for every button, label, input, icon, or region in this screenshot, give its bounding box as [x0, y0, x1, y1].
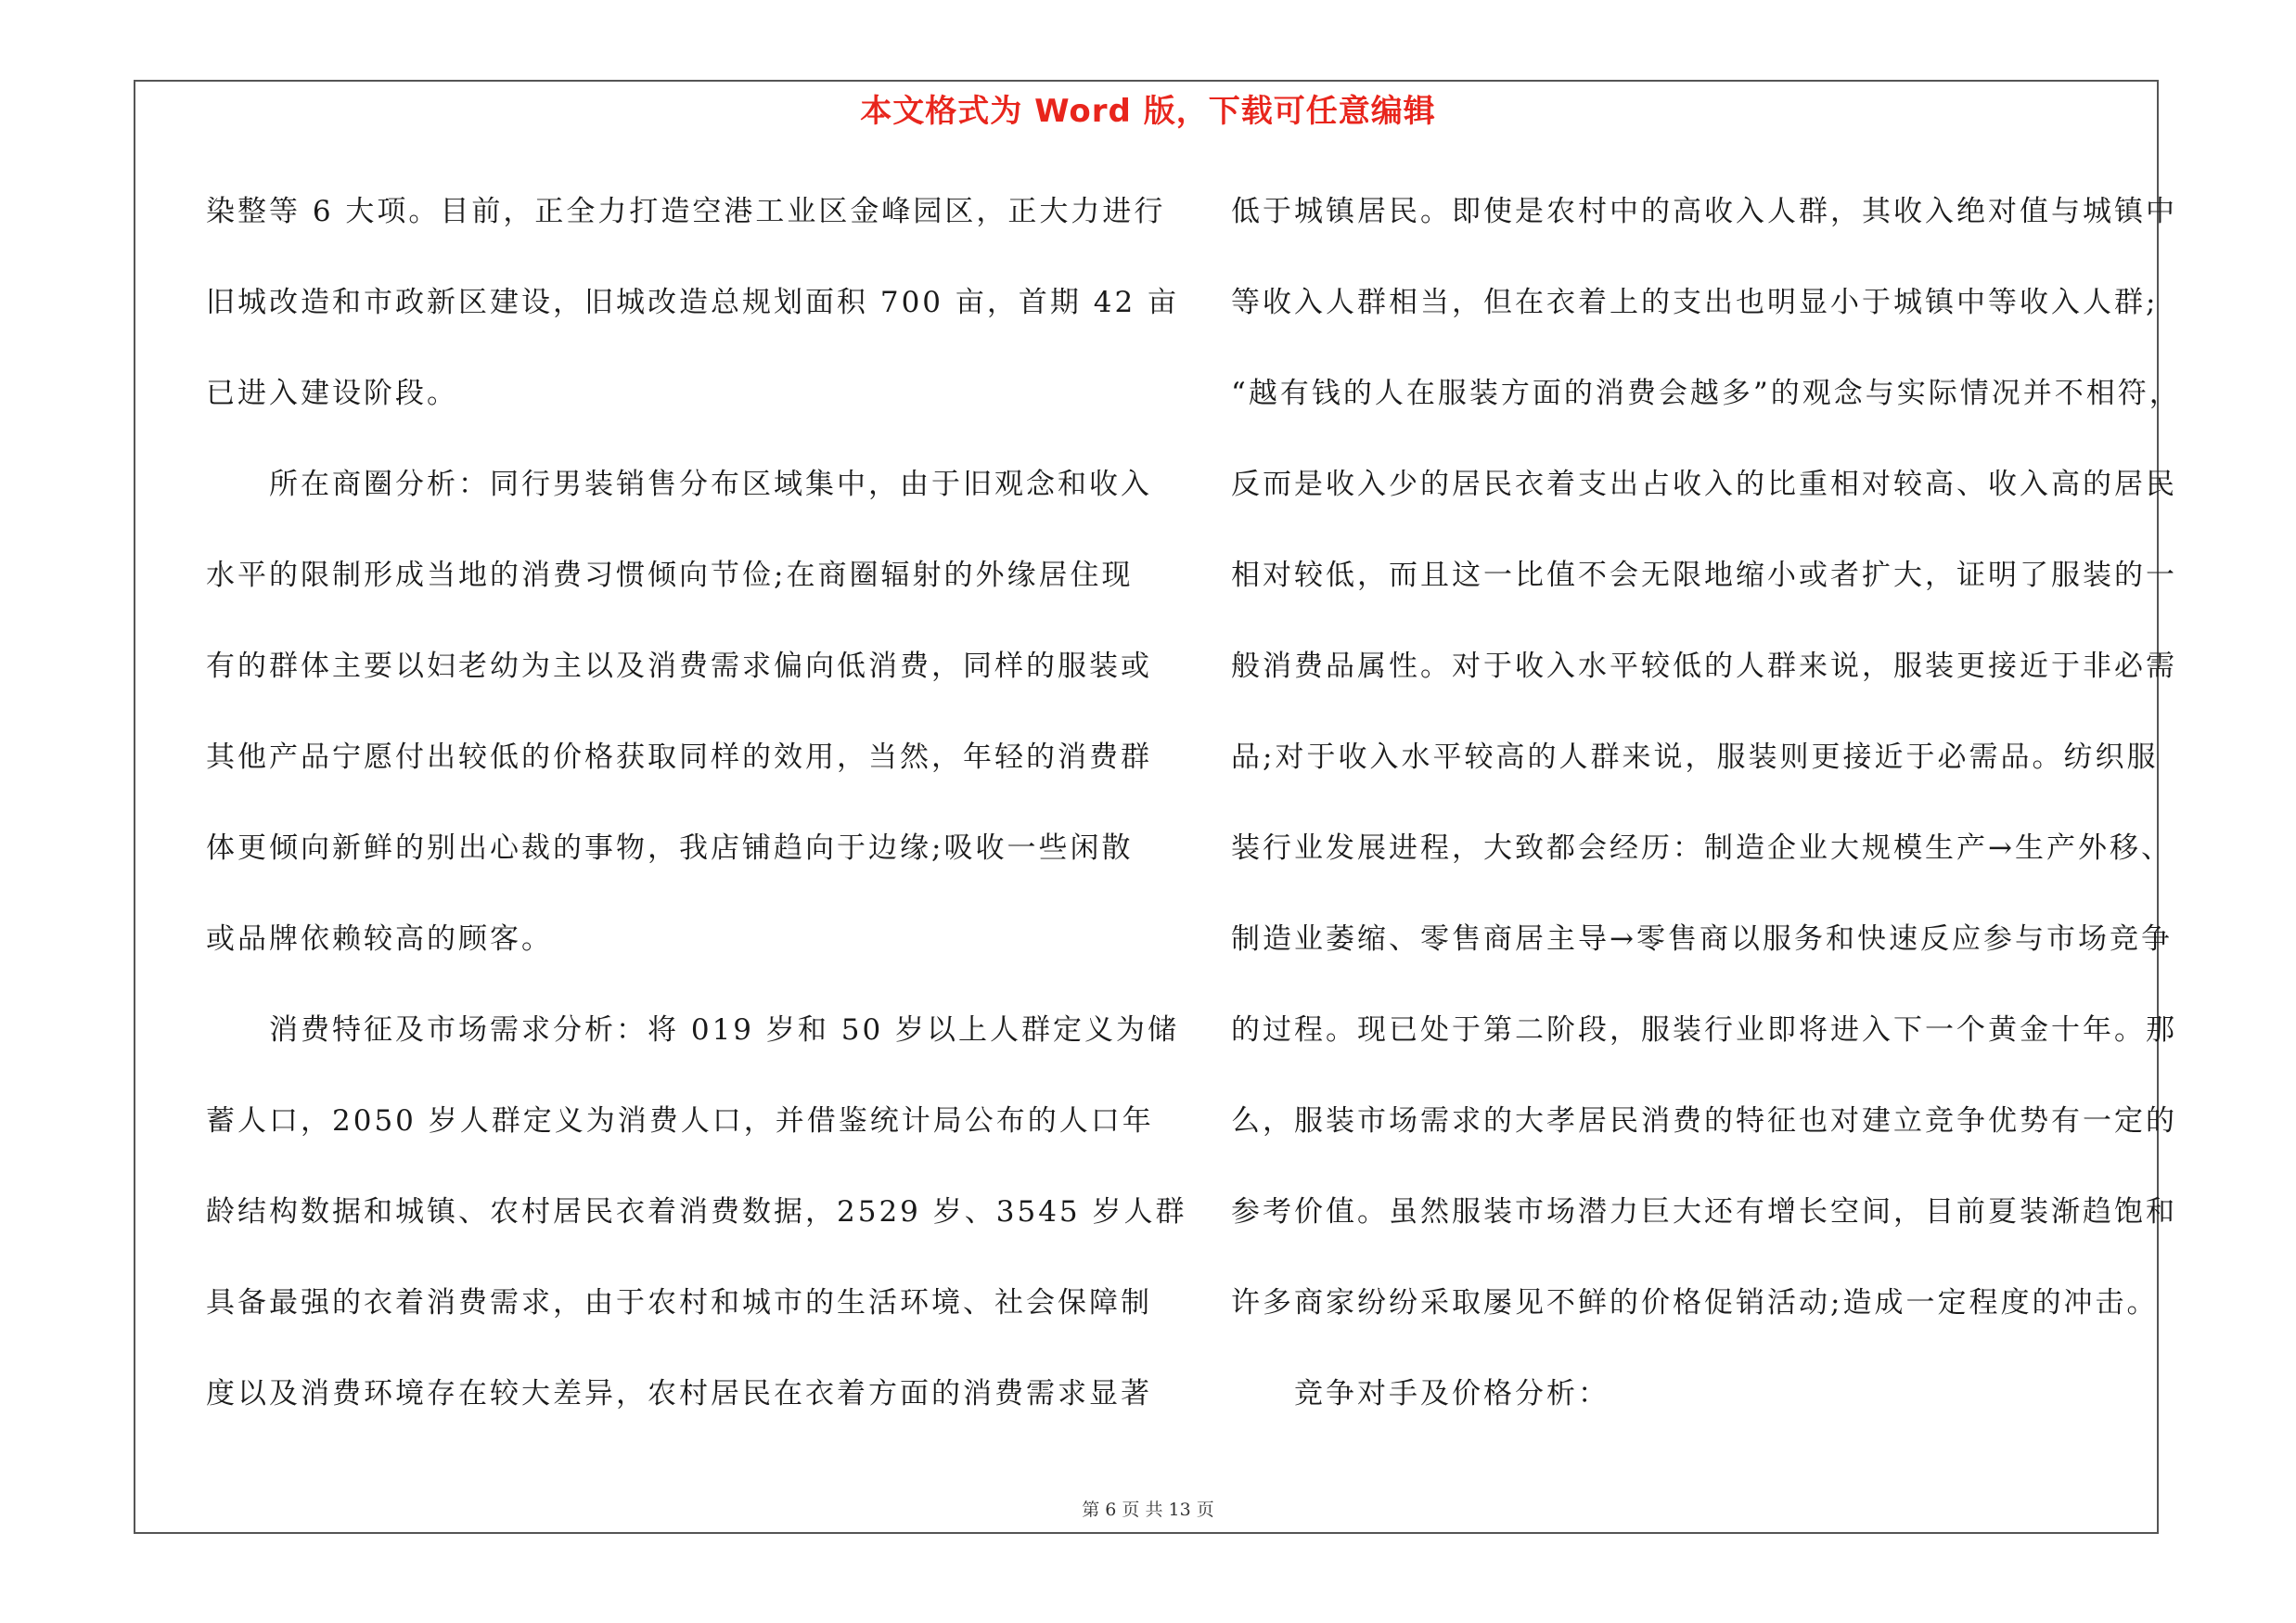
- text-line: “越有钱的人在服装方面的消费会越多”的观念与实际情况并不相符，: [1231, 377, 2181, 410]
- text-line: 其他产品宁愿付出较低的价格获取同样的效用，当然，年轻的消费群: [206, 741, 1152, 774]
- text-line: 品;对于收入水平较高的人群来说，服装则更接近于必需品。纺织服: [1231, 741, 2159, 774]
- text-line: 低于城镇居民。即使是农村中的高收入人群，其收入绝对值与城镇中: [1231, 195, 2177, 228]
- text-line: 装行业发展进程，大致都会经历：制造企业大规模生产→生产外移、: [1231, 831, 2173, 865]
- page-number: 第 6 页 共 13 页: [1082, 1500, 1214, 1520]
- text-line: 消费特征及市场需求分析：将 019 岁和 50 岁以上人群定义为储: [269, 1013, 1180, 1047]
- text-line: 相对较低，而且这一比值不会无限地缩小或者扩大，证明了服装的一: [1231, 559, 2177, 592]
- right-column: [1231, 182, 2181, 1455]
- text-line: 参考价值。虽然服装市场潜力巨大还有增长空间，目前夏装渐趋饱和: [1231, 1195, 2177, 1229]
- text-line: 度以及消费环境存在较大差异，农村居民在衣着方面的消费需求显著: [206, 1377, 1152, 1410]
- text-line: 的过程。现已处于第二阶段，服装行业即将进入下一个黄金十年。那: [1231, 1013, 2177, 1047]
- text-line: 所在商圈分析：同行男装销售分布区域集中，由于旧观念和收入: [269, 468, 1152, 501]
- text-line: 染整等 6 大项。目前，正全力打造空港工业区金峰园区，正大力进行: [206, 195, 1166, 228]
- format-banner: 本文格式为 Word 版，下载可任意编辑: [860, 93, 1436, 130]
- text-line: 水平的限制形成当地的消费习惯倾向节俭;在商圈辐射的外缘居住现: [206, 559, 1134, 592]
- text-line: 等收入人群相当，但在衣着上的支出也明显小于城镇中等收入人群;: [1231, 286, 2159, 319]
- text-line: 体更倾向新鲜的别出心裁的事物，我店铺趋向于边缘;吸收一些闲散: [206, 831, 1134, 865]
- text-line: 制造业萎缩、零售商居主导→零售商以服务和快速反应参与市场竞争: [1231, 922, 2173, 956]
- text-line: 竞争对手及价格分析：: [1294, 1377, 1610, 1410]
- text-line: 么，服装市场需求的大孝居民消费的特征也对建立竞争优势有一定的: [1231, 1104, 2177, 1138]
- text-line: 或品牌依赖较高的顾客。: [206, 922, 553, 956]
- text-line: 许多商家纷纷采取屡见不鲜的价格促销活动;造成一定程度的冲击。: [1231, 1286, 2159, 1320]
- text-line: 具备最强的衣着消费需求，由于农村和城市的生活环境、社会保障制: [206, 1286, 1152, 1320]
- text-line: 有的群体主要以妇老幼为主以及消费需求偏向低消费，同样的服装或: [206, 650, 1152, 683]
- text-line: 反而是收入少的居民衣着支出占收入的比重相对较高、收入高的居民: [1231, 468, 2177, 501]
- text-line: 旧城改造和市政新区建设，旧城改造总规划面积 700 亩，首期 42 亩: [206, 286, 1180, 319]
- text-line: 蓄人口，2050 岁人群定义为消费人口，并借鉴统计局公布的人口年: [206, 1104, 1154, 1138]
- left-column: [206, 182, 1187, 1455]
- text-line: 般消费品属性。对于收入水平较低的人群来说，服装更接近于非必需: [1231, 650, 2177, 683]
- text-line: 已进入建设阶段。: [206, 377, 458, 410]
- text-line: 龄结构数据和城镇、农村居民衣着消费数据，2529 岁、3545 岁人群: [206, 1195, 1187, 1229]
